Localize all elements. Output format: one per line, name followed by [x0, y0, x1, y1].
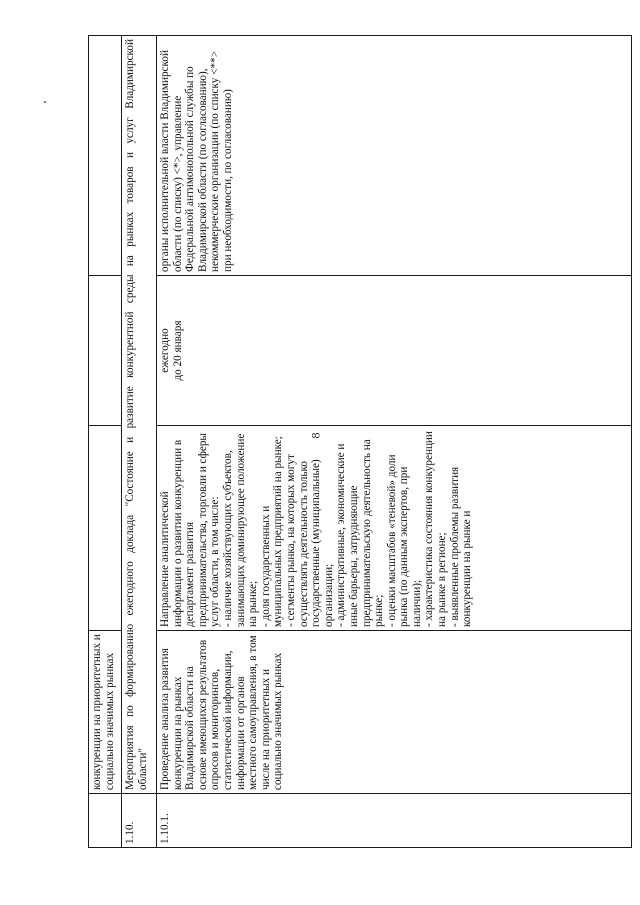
number-cell — [89, 794, 122, 848]
table-row — [157, 36, 632, 848]
responsible-cell — [89, 36, 122, 276]
page-number: 8 — [308, 432, 323, 439]
measures-table — [88, 35, 632, 848]
name-cell: конкуренции на приоритетных и социально значимых рынках — [89, 631, 122, 794]
item-number: 1.10.1. — [157, 794, 632, 848]
result-cell — [89, 426, 122, 631]
table-row — [89, 36, 122, 848]
section-number: 1.10. — [122, 794, 157, 848]
section-title: Мероприятия по формированию ежегодного доклада "Состояние и развитие конкурентной среды на рынках товаров и услуг Владимирской области" — [122, 36, 157, 794]
term-cell — [89, 276, 122, 426]
rotated-table-sheet — [88, 36, 638, 848]
item-term: ежегодно до 20 января — [157, 276, 632, 426]
item-responsible: органы исполнительной власти Владимирской области (по списку) <*>, управление Федеральной антимонопольной службы по Владимирской области (по согласованию), некоммерческие организации (по списку <**> при необходимости, по согласованию) — [157, 36, 632, 276]
section-row — [122, 36, 157, 848]
item-result: Направление аналитической информации о развитии конкуренции в департамент развития предпринимательства, торговли и сферы услуг области, в том числе: - наличие хозяйствующих субъектов, занимающих доминирующее положение на рынке; - доля государственных и муниципальных предприятий на рынке; - сегменты рынка, на которых могут осуществлять деятельность только государственные (муниципальные) организации; - административные, экономические и иные барьеры, затрудняющие предпринимательскую деятельность на рынке; - оценки масштабов «теневой» доли рынка (по данным экспертов, при наличии); - характеристика состояния конкуренции на рынке в регионе; - выявленные проблемы развития конкуренции на рынке и — [157, 426, 632, 631]
item-name: Проведение анализа развития конкуренции на рынках Владимирской области на основе имеющихся результатов опросов и мониторингов, статистической информации, информации от органов местного самоуправления, в том числе на приоритетных и социально значимых рынках — [157, 631, 632, 794]
